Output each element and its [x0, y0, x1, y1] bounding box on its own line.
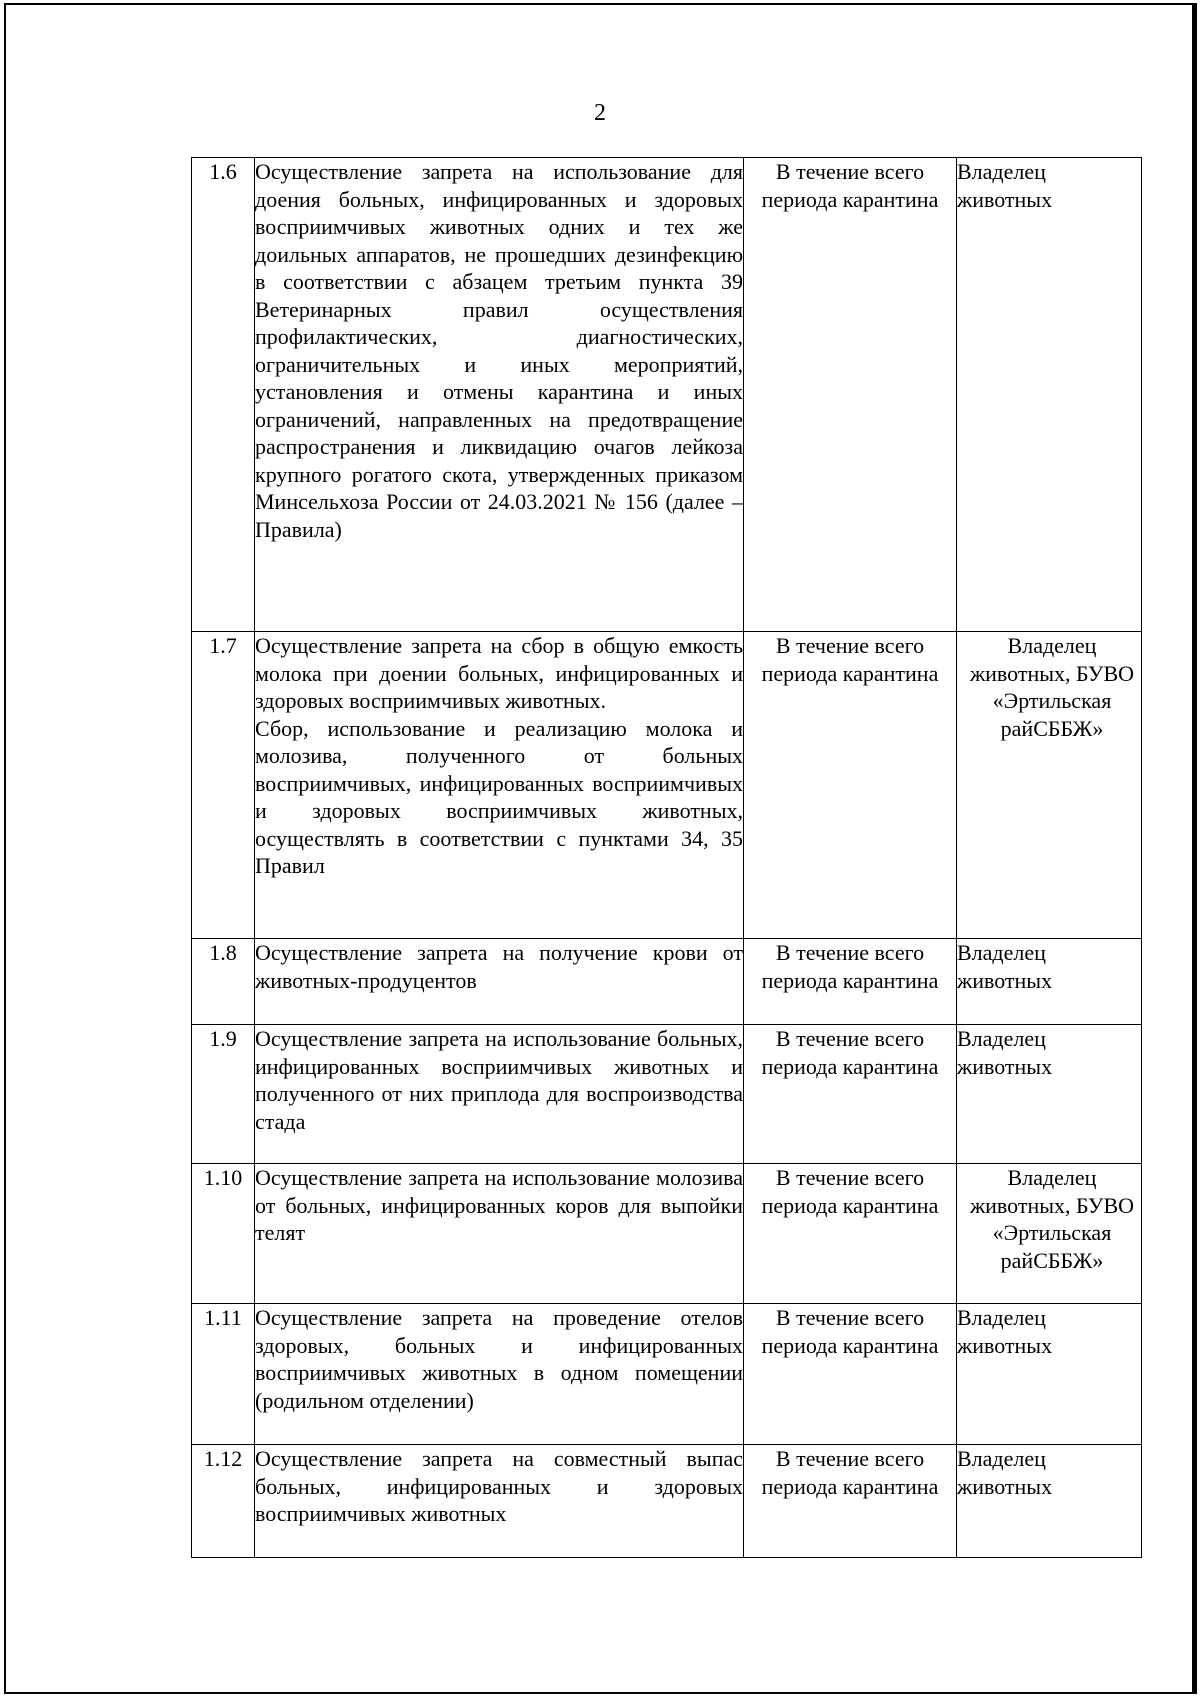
row-number: 1.8	[192, 939, 255, 1025]
measure-description	[255, 1445, 744, 1558]
measure-paragraph: Осуществление запрета на проведение отелов здоровых, больных и инфицированных восприимчивых животных в одном помещении (родильном отделении)	[255, 1305, 743, 1413]
measure-description	[255, 1304, 744, 1445]
execution-term: В течение всего периода карантина	[744, 158, 957, 632]
table-row	[192, 632, 1142, 939]
table-row	[192, 1025, 1142, 1164]
table-row	[192, 1445, 1142, 1558]
execution-term: В течение всего периода карантина	[744, 1445, 957, 1558]
responsible-party: Владелец животных	[957, 939, 1142, 1025]
responsible-party: Владелец животных	[957, 158, 1142, 632]
measure-paragraph: Сбор, использование и реализацию молока и молозива, полученного от больных восприимчивых, инфицированных восприимчивых и здоровых восприимчивых животных, осуществлять в соответствии с пунктами 34, 35 Правил	[255, 715, 743, 878]
table-row	[192, 1164, 1142, 1304]
measure-paragraph: Осуществление запрета на получение крови от животных-продуцентов	[255, 940, 743, 993]
execution-term: В течение всего периода карантина	[744, 1164, 957, 1304]
measures-table-body	[192, 158, 1142, 1558]
execution-term: В течение всего периода карантина	[744, 1304, 957, 1445]
measure-paragraph: Осуществление запрета на использование молозива от больных, инфицированных коров для выпойки телят	[255, 1165, 743, 1245]
row-number: 1.12	[192, 1445, 255, 1558]
table-row	[192, 939, 1142, 1025]
scan-edge-shadow	[1192, 3, 1197, 1694]
measure-paragraph: Осуществление запрета на совместный выпас больных, инфицированных и здоровых восприимчивых животных	[255, 1446, 743, 1526]
table-row	[192, 1304, 1142, 1445]
responsible-party: Владелец животных	[957, 1445, 1142, 1558]
row-number: 1.10	[192, 1164, 255, 1304]
table-row	[192, 158, 1142, 632]
measure-description	[255, 1164, 744, 1304]
row-number: 1.11	[192, 1304, 255, 1445]
page-number: 2	[594, 100, 606, 126]
execution-term: В течение всего периода карантина	[744, 1025, 957, 1164]
responsible-party: Владелец животных	[957, 1025, 1142, 1164]
row-number: 1.9	[192, 1025, 255, 1164]
row-number: 1.7	[192, 632, 255, 939]
responsible-party: Владелец животных, БУВО «Эртильская райСББЖ»	[957, 632, 1142, 939]
measure-paragraph: Осуществление запрета на использование больных, инфицированных восприимчивых животных и полученного от них приплода для воспроизводства стада	[255, 1026, 743, 1134]
row-number: 1.6	[192, 158, 255, 632]
measure-paragraph: Осуществление запрета на использование для доения больных, инфицированных и здоровых восприимчивых животных одних и тех же доильных аппаратов, не прошедших дезинфекцию в соответствии с абзацем третьим пункта 39 Ветеринарных правил осуществления профилактических, диагностических, ограничительных и иных мероприятий, установления и отмены карантина и иных ограничений, направленных на предотвращение распространения и ликвидацию очагов лейкоза крупного рогатого скота, утвержденных приказом Минсельхоза России от 24.03.2021 № 156 (далее – Правила)	[255, 159, 743, 542]
measure-description	[255, 1025, 744, 1164]
measures-table	[191, 157, 1142, 1558]
responsible-party: Владелец животных, БУВО «Эртильская райСББЖ»	[957, 1164, 1142, 1304]
measure-description	[255, 158, 744, 632]
measure-description	[255, 632, 744, 939]
responsible-party: Владелец животных	[957, 1304, 1142, 1445]
execution-term: В течение всего периода карантина	[744, 939, 957, 1025]
measure-paragraph: Осуществление запрета на сбор в общую емкость молока при доении больных, инфицированных и здоровых восприимчивых животных.	[255, 633, 743, 713]
measure-description	[255, 939, 744, 1025]
execution-term: В течение всего периода карантина	[744, 632, 957, 939]
